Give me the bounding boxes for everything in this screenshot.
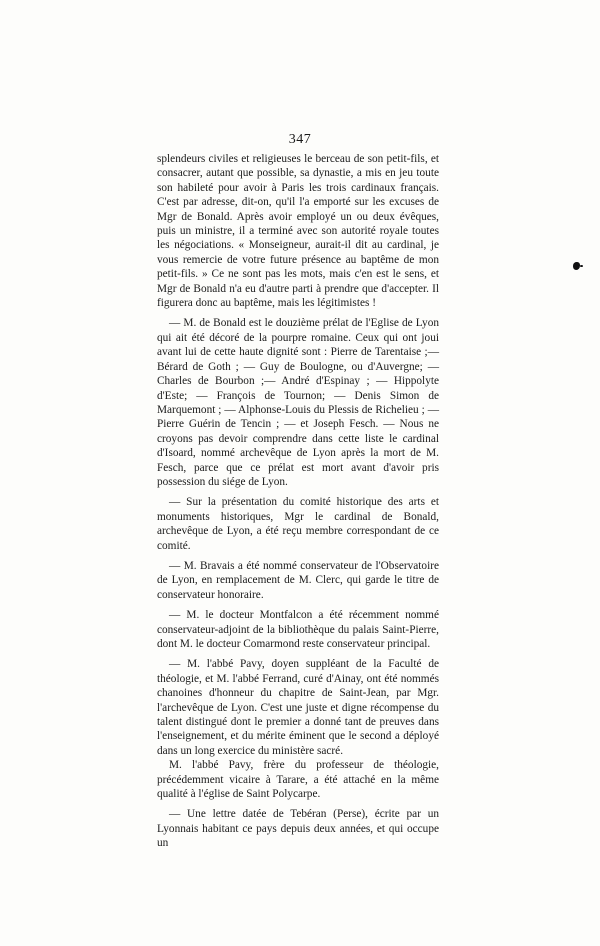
paragraph-cardinals: — M. de Bonald est le douzième prélat de l'Eglise de Lyon qui ait été décoré de la pourpre romaine. Ceux qui ont joui avant lui de cette haute dignité sont : Pierre de Tarentaise ;— Bérard de Goth ; — Guy de Boulogne, ou d'Auvergne; — Charles de Bourbon ;— André d'Espinay ; — Hippolyte d'Este; — François de Tournon; — Denis Simon de Marquemont ; — Alphonse-Louis du Plessis de Richelieu ; — Pierre Guérin de Tencin ; — et Joseph Fesch. — Nous ne croyons pas devoir comprendre dans cette liste le cardinal d'Isoard, nommé archevêque de Lyon après la mort de M. Fesch, parce que ce prélat est mort avant d'avoir pris possession du siége de Lyon. [157, 317, 439, 488]
paragraph-montfalcon: — M. le docteur Montfalcon a été récemment nommé conservateur-adjoint de la bibliothèque du palais Saint-Pierre, dont M. le docteur Comarmond reste conservateur principal. [157, 609, 439, 650]
paragraph-pavy-brother: M. l'abbé Pavy, frère du professeur de théologie, précédemment vicaire à Tarare, a été attaché en la même qualité à l'église de Saint Polycarpe. [157, 759, 439, 801]
ink-speck [573, 262, 580, 270]
paragraph-pavy-ferrand: — M. l'abbé Pavy, doyen suppléant de la Faculté de théologie, et M. l'abbé Ferrand, curé d'Ainay, ont été nommés chanoines d'honneur du chapitre de Saint-Jean, par Mgr. l'archevêque de Lyon. C'est une juste et digne récompense du talent distingué dont le premier a donné tant de preuves dans l'enseignement, et du mérite éminent que le second a déployé dans un long exercice du ministère sacré. [157, 658, 439, 757]
paragraph-bravais: — M. Bravais a été nommé conservateur de l'Observatoire de Lyon, en remplacement de M. Clerc, qui garde le titre de conservateur honoraire. [157, 559, 439, 601]
body-text [157, 152, 439, 851]
paragraph-comite: — Sur la présentation du comité historique des arts et monuments historiques, Mgr le cardinal de Bonald, archevêque de Lyon, a été reçu membre correspondant de ce comité. [157, 496, 439, 552]
page-number: 347 [288, 132, 312, 147]
paragraph-continuation: splendeurs civiles et religieuses le berceau de son petit-fils, et consacrer, autant que possible, sa dynastie, a mis en jeu toute son habileté pour avoir à Paris les trois cardinaux français. C'est par adresse, dit-on, qu'il l'a emporté sur les excuses de Mgr de Bonald. Après avoir employé un ou deux évêques, puis un ministre, il a terminé avec son autorité royale toutes les négociations. « Monseigneur, aurait-il dit au cardinal, je vous remercie de votre future présence au baptême de mon petit-fils. » Ce ne sont pas les mots, mais c'en est le sens, et Mgr de Bonald n'a eu d'autre parti à prendre que d'accepter. Il figurera donc au baptême, mais les légitimistes ! [157, 153, 439, 310]
paragraph-teheran-letter: — Une lettre datée de Tebéran (Perse), écrite par un Lyonnais habitant ce pays depuis deux années, et qui occupe un [157, 808, 439, 850]
